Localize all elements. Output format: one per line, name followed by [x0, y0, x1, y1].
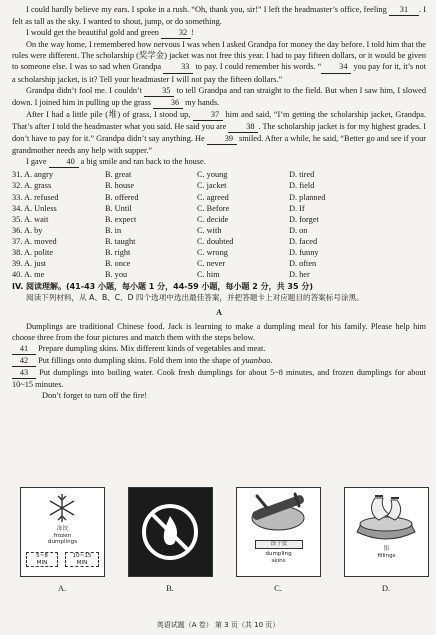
snowflake-icon [21, 488, 104, 528]
blank-40: 40 [49, 156, 79, 168]
picture-d [344, 487, 429, 577]
blank-38: 38 [228, 121, 258, 133]
option-row: 31. A. angry B. great C. young D. tired [12, 170, 315, 180]
mixing-hands-icon [345, 488, 428, 544]
dumpling-skins-label: dumpling skins [265, 551, 292, 564]
frozen-dumplings-label: 冻饺 frozen dumplings [47, 526, 78, 545]
passage-paragraph-3: On the way home, I remembered how nervous I was when I asked Grandpa for money the day before. I told him that the rules were different. The scholarship (奖学金) jacket was not free this year. I had to pay fifteen dollars, or it would be given to someone else. I was so sad when Grandpa 33 to pay. I could remember his words. “ 34 you pay for it, it’s not a scholarship jacket, is it? Tell your headmaster I will not pay the fifteen dollars.” [12, 40, 427, 84]
step-42: 42 Put fillings onto dumpling skins. Fold them into the shape of yuanbao. [12, 355, 426, 367]
option-row: 33. A. refused B. offered C. agreed D. planned [12, 192, 326, 202]
option-row: 34. A. Unless B. Until C. Before D. If [12, 203, 305, 213]
blank-35: 35 [144, 85, 174, 97]
option-row: 39. A. just B. once C. never D. often [12, 259, 317, 269]
passage-a-intro: Dumplings are traditional Chinese food. Jack is learning to make a dumpling meal for his family. Please help him choose three from the four pictures and match them with the steps below. [12, 321, 426, 342]
passage-paragraph-4: Grandpa didn’t fool me. I couldn’t 35 to tell Grandpa and ran straight to the field. But when I saw him, I slowed down. I joined him in pulling up the grass 36 my hands. [12, 85, 426, 109]
picture-b [128, 487, 213, 577]
rolling-pin-icon [237, 488, 320, 540]
option-row: 36. A. by B. in C. with D. on [12, 225, 308, 235]
blank-36: 36 [153, 97, 183, 109]
blank-31: 31 [389, 4, 419, 16]
answer-options [12, 169, 426, 280]
option-row: 40. A. me B. you C. him D. her [12, 270, 310, 280]
blank-41: 41 [12, 343, 36, 355]
option-row: 38. A. polite B. right C. wrong D. funny [12, 247, 319, 257]
blank-37: 37 [193, 109, 223, 121]
passage-paragraph-6: I gave 40 a big smile and ran back to the house. [12, 156, 426, 168]
fillings-label: 馅 fillings [377, 546, 396, 559]
picture-label-a: A. [57, 583, 67, 593]
time-box-fresh: 5~8 MIN [26, 552, 58, 567]
blank-32: 32 [161, 27, 191, 39]
dumpling-skins-tag: 饺子皮 [255, 540, 303, 549]
no-fire-icon [129, 488, 212, 576]
blank-43: 43 [12, 367, 36, 379]
blank-39: 39 [207, 133, 237, 145]
reminder-text: Don’t forget to turn off the fire! [42, 391, 148, 401]
page-footer: 英语试题（A 卷） 第 3 页（共 10 页） [156, 621, 280, 629]
step-41: 41 Prepare dumpling skins. Mix different kinds of vegetables and meat. [12, 343, 426, 355]
option-row: 35. A. wait B. expect C. decide D. forget [12, 214, 319, 224]
section-heading: IV. 阅读理解。(41-43 小题，每小题 1 分，44-59 小题，每小题 2 分，共 35 分) [12, 282, 313, 292]
blank-34: 34 [321, 61, 351, 73]
passage-label: A [216, 308, 222, 318]
option-row: 37. A. moved B. taught C. doubted D. faced [12, 236, 318, 246]
picture-label-c: C. [274, 583, 282, 593]
passage-paragraph-5: After I had a little pile (堆) of grass, I stood up, 37 him and said, “I’m getting the scholarship jacket, Grandpa. That’s after I told the headmaster what you said. He said you are 38 . The scholarship jacket is for my highest grades. I don’t have to pay for it.” Grandpa didn’t say anything. He 39 smiled. After a while, he said, “Better go and see if your grandmother needs any help with supper.” [12, 109, 427, 156]
passage-paragraph-1: I could hardly believe my ears. I spoke in a rush. “Oh, thank you, sir!” I left the headmaster’s office, feeling 31 . I felt as tall as the sky. I wanted to shout, jump, or do something. [12, 5, 427, 27]
picture-label-d: D. [381, 583, 391, 593]
section-instructions: 阅读下列材料，从 A、B、C、D 四个选项中选出最佳答案，并把答题卡上对应题目的答案标号涂黑。 [26, 293, 364, 303]
picture-label-b: B. [166, 583, 174, 593]
passage-paragraph-2: I would get the beautiful gold and green 32 ! [12, 27, 426, 39]
option-row: 32. A. grass B. house C. jacket D. field [12, 181, 315, 191]
blank-42: 42 [12, 355, 36, 367]
picture-options [20, 487, 430, 597]
picture-c [236, 487, 321, 577]
time-box-frozen: 10~15 MIN [65, 552, 99, 567]
picture-a [20, 487, 105, 577]
blank-33: 33 [163, 61, 193, 73]
step-43: 43 Put dumplings into boiling water. Cook fresh dumplings for about 5~8 minutes, and frozen dumplings for about 10~15 minutes. [12, 367, 426, 389]
